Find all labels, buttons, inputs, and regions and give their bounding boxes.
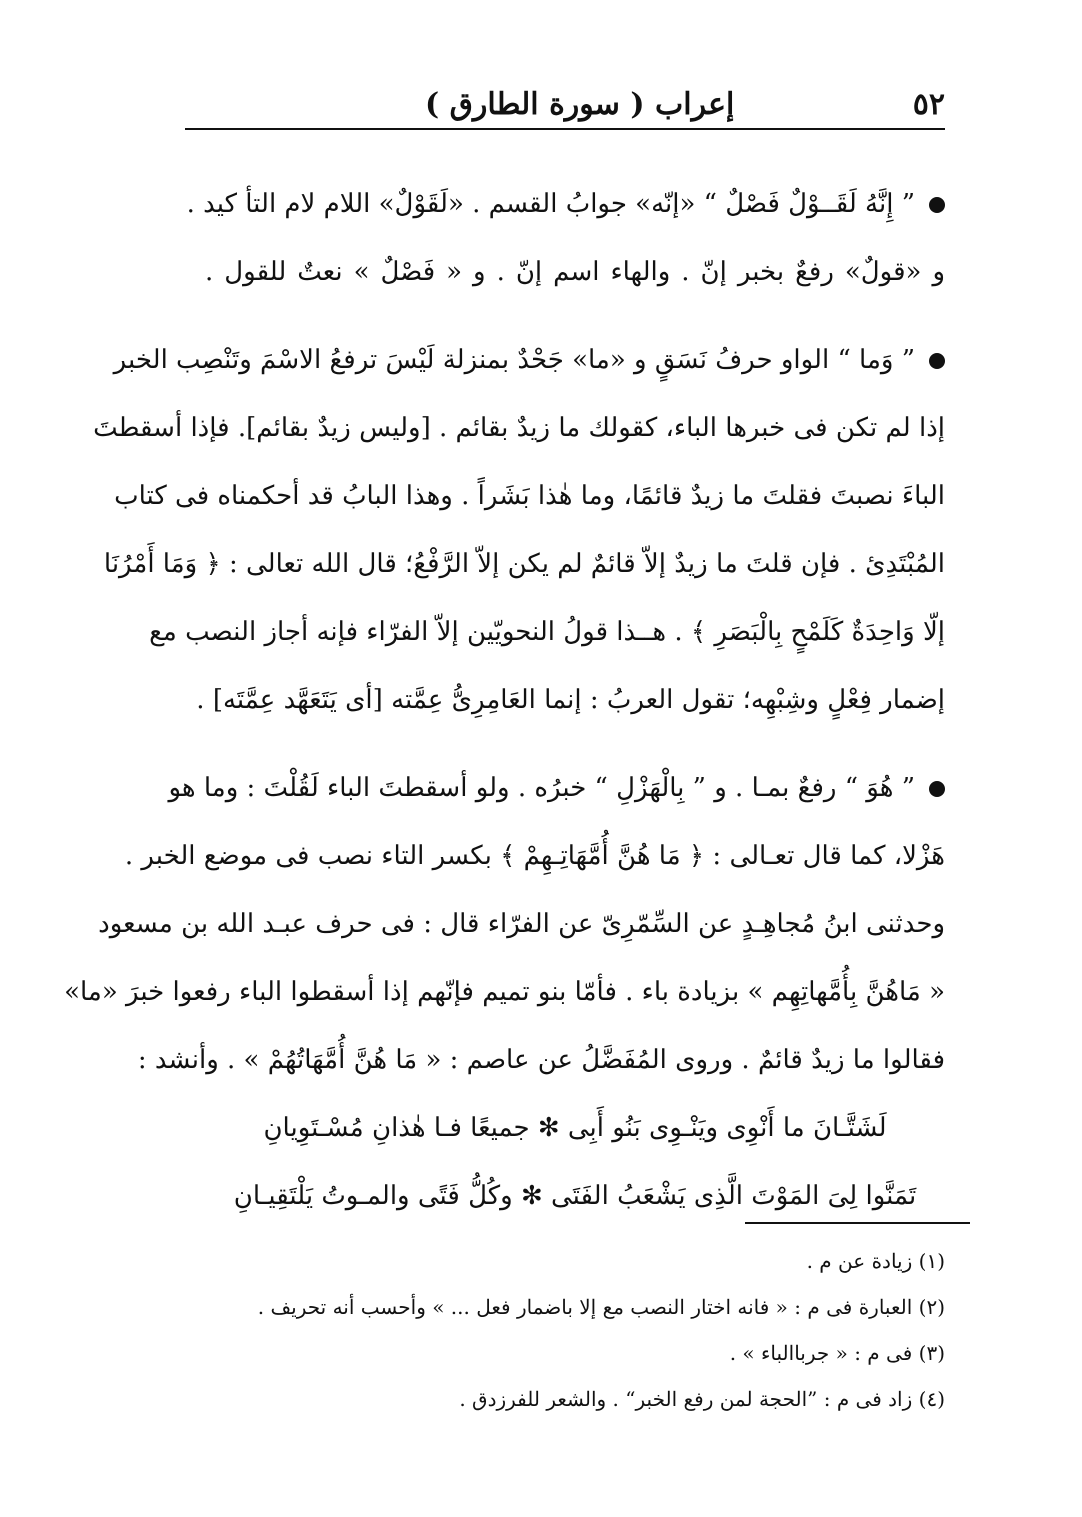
footnote-1: (١) زيادة عن م . [806, 1249, 945, 1273]
paragraph-3-line-4: « مَاهُنَّ بِأُمَّهاتِهِم » بزيادة باء . فأمّا بنو تميم فإنّهم إذا أسقطوا الباء رفعوا خبرَ «ما» [64, 977, 945, 1007]
paragraph-2-line-5: إلّا وَاحِدَةٌ كَلَمْحٍ بِالْبَصَرِ ﴾ . هــذا قولُ النحويّين إلاّ الفرّاء فإنه أجاز النصب مع [149, 617, 945, 647]
page-number: ٥٢ [912, 87, 945, 122]
bullet-icon [929, 197, 945, 213]
verse-line-1: لَشَتَّـانَ ما أَنْوِى ويَنْـوِى بَنُو أَبِى ✻ جميعًا فـا هٰذانِ مُسْـتَوِيانِ [263, 1113, 887, 1143]
paragraph-2-line-2: إذا لم تكن فى خبرها الباء، كقولك ما زيدٌ بقائم . [وليس زيدٌ بقائم]. فإذا أسقطتَ [93, 413, 945, 443]
footnote-4: (٤) زاد فى م : ”الحجة لمن رفع الخبر“ . والشعر للفرزدق . [459, 1387, 945, 1411]
verse-line-2: تَمَنَّوا لِىَ المَوْتَ الَّذِى يَشْعَبُ الفَتَى ✻ وكُلُّ فَتًى والمـوتُ يَلْتَقِيـانِ [233, 1181, 917, 1211]
paragraph-2-line-1: ” وَما “ الواو حرفُ نَسَقٍ و «ما» جَحْدٌ بمنزلة لَيْسَ ترفعُ الاسْمَ وتَنْصِب الخبر [205, 326, 945, 394]
bullet-icon [929, 353, 945, 369]
page-title: إعراب ( سورة الطارق ) [425, 87, 735, 122]
page-header [185, 72, 945, 130]
footnotes [200, 1238, 945, 1422]
paragraph-3-line-2: هَزْلا، كما قال تعـالى : ﴿ مَا هُنَّ أُمَّهَاتِـهِمْ ﴾ بكسر التاء نصب فى موضع الخبر . [124, 841, 945, 871]
paragraph-2-line-3: الباءَ نصبتَ فقلتَ ما زيدٌ قائمًا، وما هٰذا بَشَراً . وهذا البابُ قد أحكمناه فى كتاب [114, 481, 945, 511]
paragraph-3-line-5: فقالوا ما زيدٌ قائمٌ . وروى المُفَضَّلُ عن عاصم : « مَا هُنَّ أُمَّهَاتُهُمْ » . وأنشد : [137, 1045, 945, 1075]
page-body [64, 170, 945, 1230]
paragraph-1-line-1: ” إِنَّهُ لَقَــوْلٌ فَصْلٌ “ «إنّه» جوابُ القسم . «لَقَوْلٌ» اللام لام التأ كيد . [205, 170, 945, 238]
footnote-3: (٣) فى م : « جرباالباء » . [729, 1341, 945, 1365]
paragraph-3-line-3: وحدثنى ابنُ مُجاهِـدٍ عن السِّمّرِىّ عن الفرّاء قال : فى حرف عبـد الله بن مسعود [98, 909, 945, 939]
paragraph-2-line-6: إضمار فِعْلٍ وشِبْهِه؛ تقول العربُ : إنما العَامِرِىُّ عِمَّته [أى يَتَعَهَّد عِمَّتَه] . [196, 685, 945, 715]
paragraph-1-line-2: و «قولٌ» رفعٌ بخبر إنّ . والهاء اسم إنّ . و « فَصْلٌ » نعتٌ للقول . [205, 257, 945, 287]
paragraph-3-line-1: ” هُوَ “ رفعٌ بمـا . و ” بِالْهَزْلِ “ خبرُه . ولو أسقطتَ الباء لَقُلْتَ : وما هو [205, 754, 945, 822]
footnote-2: (٢) العبارة فى م : « فانه اختار النصب مع إلا باضمار فعل ... » وأحسب أنه تحريف . [257, 1295, 945, 1319]
bullet-icon [929, 781, 945, 797]
paragraph-2-line-4: المُبْتَدِئ . فإن قلتَ ما زيدٌ إلاّ قائمٌ لم يكن إلاّ الرَّفْعُ؛ قال الله تعالى : ﴿ وَمَا أَمْرُنَا [103, 549, 945, 579]
footnote-divider [745, 1222, 970, 1224]
